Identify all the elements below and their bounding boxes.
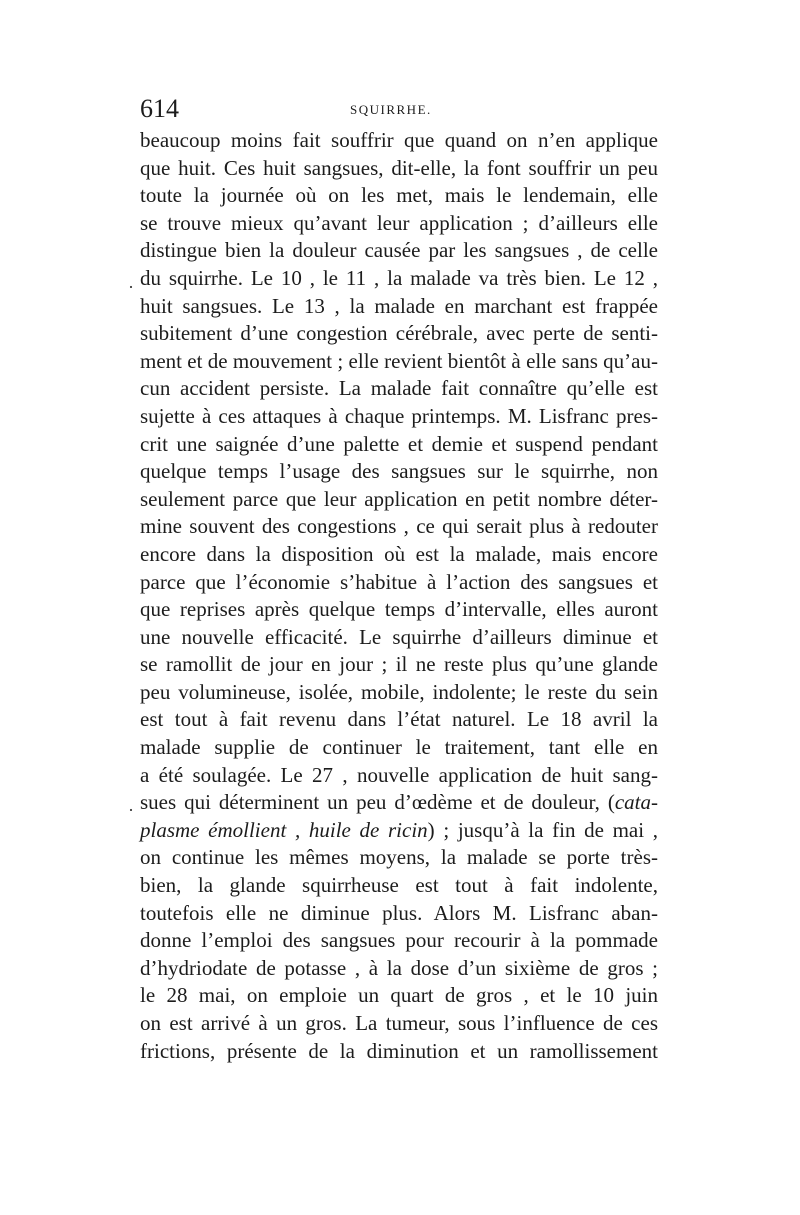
margin-dot: ·	[128, 800, 134, 820]
text-line: se trouve mieux qu’avant leur application ; d’ailleurs elle	[140, 210, 658, 235]
text-line: beaucoup moins fait souffrir que quand on n’en applique	[140, 128, 658, 152]
text-line: d’hydriodate de potasse , à la dose d’un sixième de gros ;	[140, 955, 658, 980]
text-line: on est arrivé à un gros. La tumeur, sous l’influence de ces	[140, 1011, 658, 1035]
text-line: donne l’emploi des sangsues pour recourir à la pommade	[140, 928, 658, 953]
text-line: le 28 mai, on emploie un quart de gros , et le 10 juin	[140, 983, 658, 1008]
text-line: peu volumineuse, isolée, mobile, indolente; le reste du sein	[140, 679, 658, 704]
text-line: a été soulagée. Le 27 , nouvelle application de huit sang-	[140, 762, 658, 787]
margin-dot: ·	[128, 277, 134, 297]
text-line: crit une saignée d’une palette et demie et suspend pendant	[140, 431, 658, 456]
text-line: frictions, présente de la diminution et un ramollissement	[140, 1038, 658, 1063]
text-line: malade supplie de continuer le traitement, tant elle en	[140, 735, 658, 760]
text-line: bien, la glande squirrheuse est tout à fait indolente,	[140, 873, 658, 898]
text-line: toute la journée où on les met, mais le lendemain, elle	[140, 183, 658, 208]
text-line: parce que l’économie s’habitue à l’action des sangsues et	[140, 569, 658, 594]
text-line: cun accident persiste. La malade fait connaître qu’elle est	[140, 376, 658, 401]
italic-text: plasme émollient , huile de ricin	[140, 817, 428, 842]
text-line: se ramollit de jour en jour ; il ne reste plus qu’une glande	[140, 652, 658, 677]
running-head: SQUIRRHE.	[350, 102, 432, 117]
italic-text: cata-	[614, 790, 658, 815]
text-line: quelque temps l’usage des sangsues sur le squirrhe, non	[140, 459, 658, 484]
text-segment: sues qui déterminent un peu d’œdème et de douleur, (	[140, 790, 615, 815]
text-line: ment et de mouvement ; elle revient bientôt à elle sans qu’au-	[140, 348, 658, 373]
text-segment: ) ; jusqu’à la fin de mai ,	[427, 817, 658, 842]
text-line: subitement d’une congestion cérébrale, avec perte de senti-	[140, 321, 658, 346]
body-text	[140, 127, 658, 1065]
text-line: que reprises après quelque temps d’intervalle, elles auront	[140, 597, 658, 622]
text-line: seulement parce que leur application en petit nombre déter-	[140, 486, 658, 511]
text-line: est tout à fait revenu dans l’état naturel. Le 18 avril la	[140, 707, 658, 732]
page-header	[140, 94, 658, 128]
text-line: encore dans la disposition où est la malade, mais encore	[140, 541, 658, 566]
text-line: une nouvelle efficacité. Le squirrhe d’ailleurs diminue et	[140, 624, 658, 649]
text-line: que huit. Ces huit sangsues, dit-elle, la font souffrir un peu	[140, 155, 658, 180]
text-line: du squirrhe. Le 10 , le 11 , la malade va très bien. Le 12 ,	[140, 265, 658, 290]
text-line: sujette à ces attaques à chaque printemps. M. Lisfranc pres-	[140, 403, 658, 428]
page-number: 614	[140, 94, 179, 123]
text-line: huit sangsues. Le 13 , la malade en marchant est frappée	[140, 293, 658, 318]
text-line: toutefois elle ne diminue plus. Alors M. Lisfranc aban-	[140, 900, 658, 925]
text-line-mixed	[140, 789, 658, 817]
text-line-mixed	[140, 817, 658, 845]
text-line: distingue bien la douleur causée par les sangsues , de celle	[140, 238, 658, 263]
text-line: mine souvent des congestions , ce qui serait plus à redouter	[140, 514, 658, 539]
text-line: on continue les mêmes moyens, la malade se porte très-	[140, 845, 658, 870]
